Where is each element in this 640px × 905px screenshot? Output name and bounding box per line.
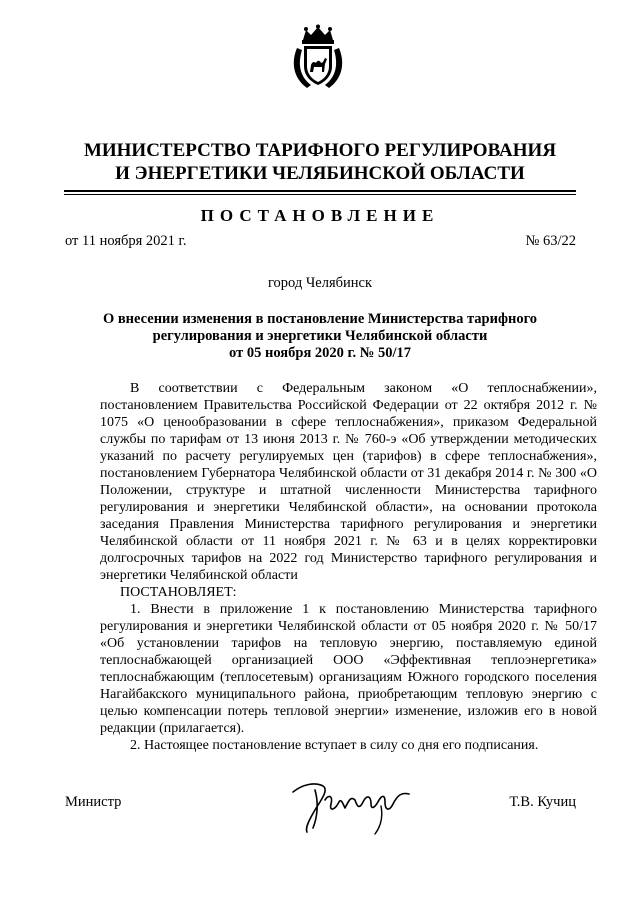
coat-of-arms-icon xyxy=(289,24,347,92)
heading-line3: от 05 ноября 2020 г. № 50/17 xyxy=(229,345,411,361)
heading-line1: О внесении изменения в постановление Министерства тарифного xyxy=(102,311,538,327)
document-city: город Челябинск xyxy=(267,275,373,291)
signatory-name: Т.В. Кучиц xyxy=(509,794,576,810)
header-divider-thin xyxy=(64,194,576,195)
ministry-name xyxy=(60,139,580,185)
document-date: от 11 ноября 2021 г. xyxy=(65,233,187,249)
item-2-paragraph: 2. Настоящее постановление вступает в силу со дня его подписания. xyxy=(130,738,539,753)
document-heading xyxy=(80,311,560,362)
resolves-label: ПОСТАНОВЛЯЕТ: xyxy=(120,585,237,600)
ministry-name-line1: МИНИСТЕРСТВО ТАРИФНОГО РЕГУЛИРОВАНИЯ xyxy=(83,140,557,161)
header-divider xyxy=(64,190,576,192)
handwritten-signature-icon xyxy=(285,770,420,840)
item-1-paragraph: 1. Внести в приложение 1 к постановлению Министерства тарифного регулирования и энергетики Челябинской области от 05 ноября 2020 г. № 50/17 «Об установлении тарифов на тепловую энергию, поставляемую единой теплоснабжающей организацией ООО «Эффективная теплоэнергетика» теплоснабжающим (теплосетевым) организациям Южного городского поселения Нагайбакского муниципального района, приобретающим тепловую энергию с целью компенсации потерь тепловой энергии» изменение, изложив его в новой редакции (прилагается). xyxy=(100,602,597,736)
document-body xyxy=(100,380,597,754)
ministry-name-line2: И ЭНЕРГЕТИКИ ЧЕЛЯБИНСКОЙ ОБЛАСТИ xyxy=(115,163,525,184)
document-number: № 63/22 xyxy=(525,233,576,249)
preamble-paragraph: В соответствии с Федеральным законом «О теплоснабжении», постановлением Правительства Российской Федерации от 22 октября 2012 г. № 1075 «О ценообразовании в сфере теплоснабжения», приказом Федеральной службы по тарифам от 13 июня 2013 г. № 760-э «Об утверждении методических указаний по расчету регулируемых цен (тарифов) в сфере теплоснабжения», постановлением Губернатора Челябинской области от 31 декабря 2014 г. № 300 «О Положении, структуре и штатной численности Министерства тарифного регулирования и энергетики Челябинской области», на основании протокола заседания Правления Министерства тарифного регулирования и энергетики Челябинской области от 11 ноября 2021 г. № 63 и в целях корректировки долгосрочных тарифов на 2022 год Министерство тарифного регулирования и энергетики Челябинской области xyxy=(100,381,597,583)
signatory-position: Министр xyxy=(65,794,122,810)
document-type: ПОСТАНОВЛЕНИЕ xyxy=(200,206,440,225)
heading-line2: регулирования и энергетики Челябинской области xyxy=(152,328,488,344)
